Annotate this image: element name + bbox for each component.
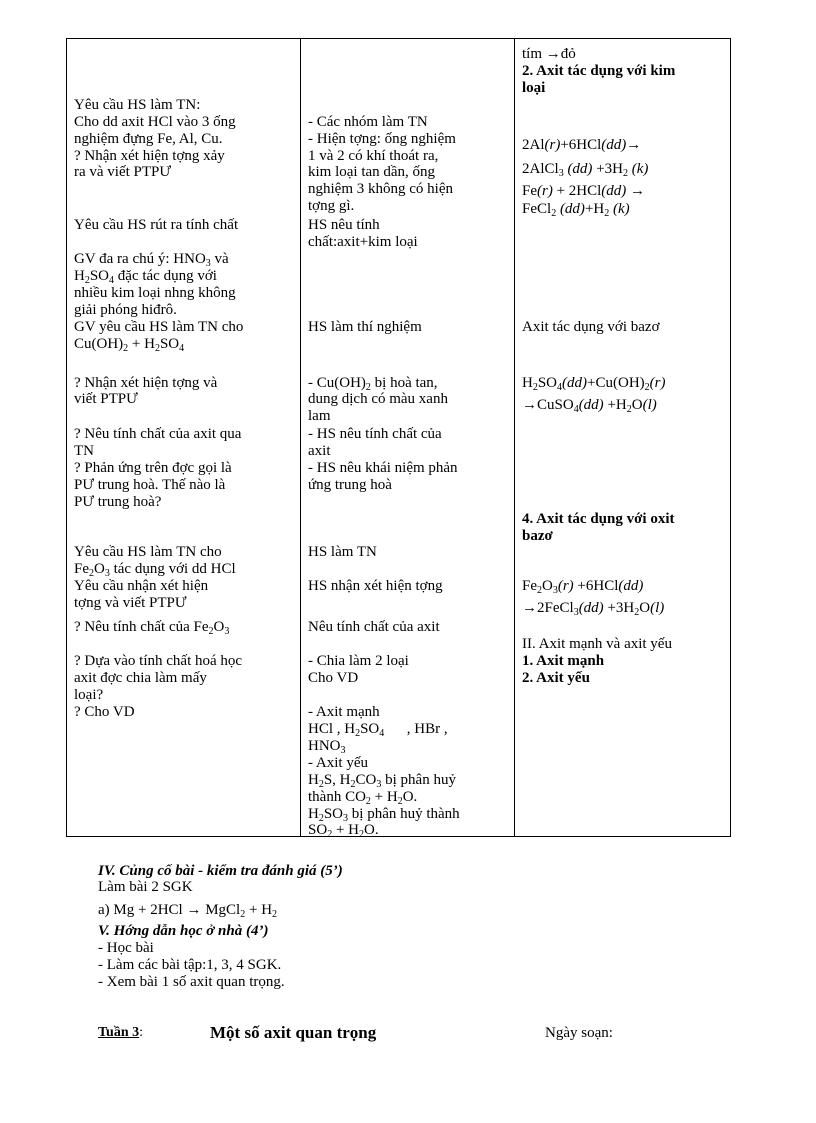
text-line: ? Phản ứng trên đợc gọi là [74, 460, 232, 476]
text-line: Cho dd axit HCl vào 3 ống [74, 114, 236, 130]
section-heading: IV. Củng cố bài - kiểm tra đánh giá (5’) [98, 863, 343, 879]
text-line: HS nêu tính [308, 217, 380, 233]
text-line: giải phóng hiđrô. [74, 302, 177, 318]
lesson-title: Một số axit quan trọng [210, 1023, 377, 1042]
text-line: ? Nhận xét hiện tợng xảy [74, 148, 225, 164]
text-line: $Cu(OH)_2 + H_2SO_4$ [74, 336, 185, 354]
text-line: - Axit yếu [308, 755, 368, 771]
text-line: TN [74, 443, 94, 459]
section-heading: 2. Axit yếu [522, 670, 590, 686]
text-line: $H_2SO_4$ đặc tác dụng với [74, 268, 217, 286]
text-line: - Học bài [98, 940, 154, 956]
text-line: GV đa ra chú ý: $HNO_3$ và [74, 251, 229, 269]
text-line: 1 và 2 có khí thoát ra, [308, 148, 439, 164]
text-line: tợng và viết PTPƯ [74, 595, 187, 611]
text-line: HS nhận xét hiện tợng [308, 578, 443, 594]
text-line: chất:axit+kim loại [308, 234, 418, 250]
equation: FeCl$_2$ $(dd)+H_2$ (k) [522, 201, 630, 219]
text-line: - Các nhóm làm TN [308, 114, 428, 130]
text-line: viết PTPƯ [74, 391, 138, 407]
text-line: kim loại tan dần, ống [308, 164, 436, 180]
equation: →CuSO$_4$(dd) $+H_2O(l)$ [522, 397, 657, 415]
text-line: HCl , $H_2SO_4$ , HBr , [308, 721, 448, 739]
section-heading: bazơ [522, 528, 553, 544]
text-line: - $Cu(OH)_2$ bị hoà tan, [308, 375, 438, 393]
text-line: $Fe_2O_3$ tác dụng với dd HCl [74, 561, 236, 579]
text-line: Yêu cầu HS làm TN cho [74, 544, 222, 560]
text-line: - Chia làm 2 loại [308, 653, 409, 669]
text-line: $H_2S$, $H_2CO_3$ bị phân huỷ [308, 772, 456, 790]
text-line: lam [308, 408, 331, 424]
text-line: $H_2SO_3$ bị phân huỷ thành [308, 806, 460, 824]
text-line: Làm bài 2 SGK [98, 879, 193, 895]
text-line: Yêu cầu HS làm TN: [74, 97, 201, 113]
text-line: ứng trung hoà [308, 477, 392, 493]
column-divider-2 [514, 39, 515, 836]
text-line: ? Dựa vào tính chất hoá học [74, 653, 243, 669]
equation: Fe(r) + 2HCl(dd) → [522, 183, 646, 199]
equation: 2Al(r)+6HCl(dd)→ [522, 137, 642, 153]
text-line: Yêu cầu HS rút ra tính chất [74, 217, 239, 233]
text-line: ? Nêu tính chất của axit qua [74, 426, 242, 442]
text-line: ? Nêu tính chất của $Fe_2O_3$ [74, 619, 230, 637]
text-line: Axit tác dụng với bazơ [522, 319, 660, 335]
date-label: Ngày soạn: [545, 1025, 613, 1041]
text-line: Yêu cầu nhận xét hiện [74, 578, 209, 594]
text-line: $SO_2 + H_2O$. [308, 824, 379, 836]
week-label: Tuần 3: [98, 1025, 144, 1040]
equation: a) Mg + 2HCl → MgCl$_2$ + $H_2$ [98, 902, 278, 920]
text-line: - Hiện tợng: ống nghiệm [308, 131, 456, 147]
text-line: axit [308, 443, 331, 459]
text-line: Nêu tính chất của axit [308, 619, 440, 635]
equation: →2FeCl$_3$(dd) $+3H_2O(l)$ [522, 600, 665, 618]
text-line: - HS nêu tính chất của [308, 426, 442, 442]
text-line: thành $CO_2 + H_2O$. [308, 789, 418, 807]
text-line: - Xem bài 1 số axit quan trọng. [98, 974, 285, 990]
text-line: nghiệm đựng Fe, Al, Cu. [74, 131, 223, 147]
text-line: axit đợc chia làm mấy [74, 670, 207, 686]
text-line: dung dịch có màu xanh [308, 391, 448, 407]
text-line: ra và viết PTPƯ [74, 164, 172, 180]
text-line: - Axit mạnh [308, 704, 380, 720]
text-line: PƯ trung hoà? [74, 494, 162, 510]
text-line: nhiều kim loại nhng không [74, 285, 236, 301]
text-line: HS làm thí nghiệm [308, 319, 422, 335]
text-line: nghiệm 3 không có hiện [308, 181, 453, 197]
text-line: ? Cho VD [74, 704, 135, 720]
equation: $H_2SO_4(dd)+Cu(OH)_2(r)$ [522, 375, 666, 393]
section-heading: 2. Axit tác dụng với kim [522, 63, 676, 79]
section-heading: V. Hớng dẫn học ở nhà (4’) [98, 923, 269, 939]
text-line: Cho VD [308, 670, 359, 686]
text-line: PƯ trung hoà. Thế nào là [74, 477, 226, 493]
text-line: $HNO_3$ [308, 738, 346, 756]
text-line: loại? [74, 687, 104, 703]
column-divider-1 [300, 39, 301, 836]
text-line: HS làm TN [308, 544, 377, 560]
section-heading: II. Axit mạnh và axit yếu [522, 636, 672, 652]
text-line: - Làm các bài tập:1, 3, 4 SGK. [98, 957, 282, 973]
equation: 2AlCl$_3$ $(dd) +3H_2$ (k) [522, 161, 649, 179]
equation: $Fe_2O_3(r) +6HCl(dd)$ [522, 578, 644, 596]
text-line: - HS nêu khái niệm phản [308, 460, 458, 476]
text-line: tím →đỏ [522, 46, 576, 62]
section-heading: loại [522, 80, 546, 96]
text-line: ? Nhận xét hiện tợng và [74, 375, 218, 391]
text-line: tợng gì. [308, 198, 355, 214]
text-line: GV yêu cầu HS làm TN cho [74, 319, 244, 335]
section-heading: 4. Axit tác dụng với oxit [522, 511, 675, 527]
section-heading: 1. Axit mạnh [522, 653, 605, 669]
